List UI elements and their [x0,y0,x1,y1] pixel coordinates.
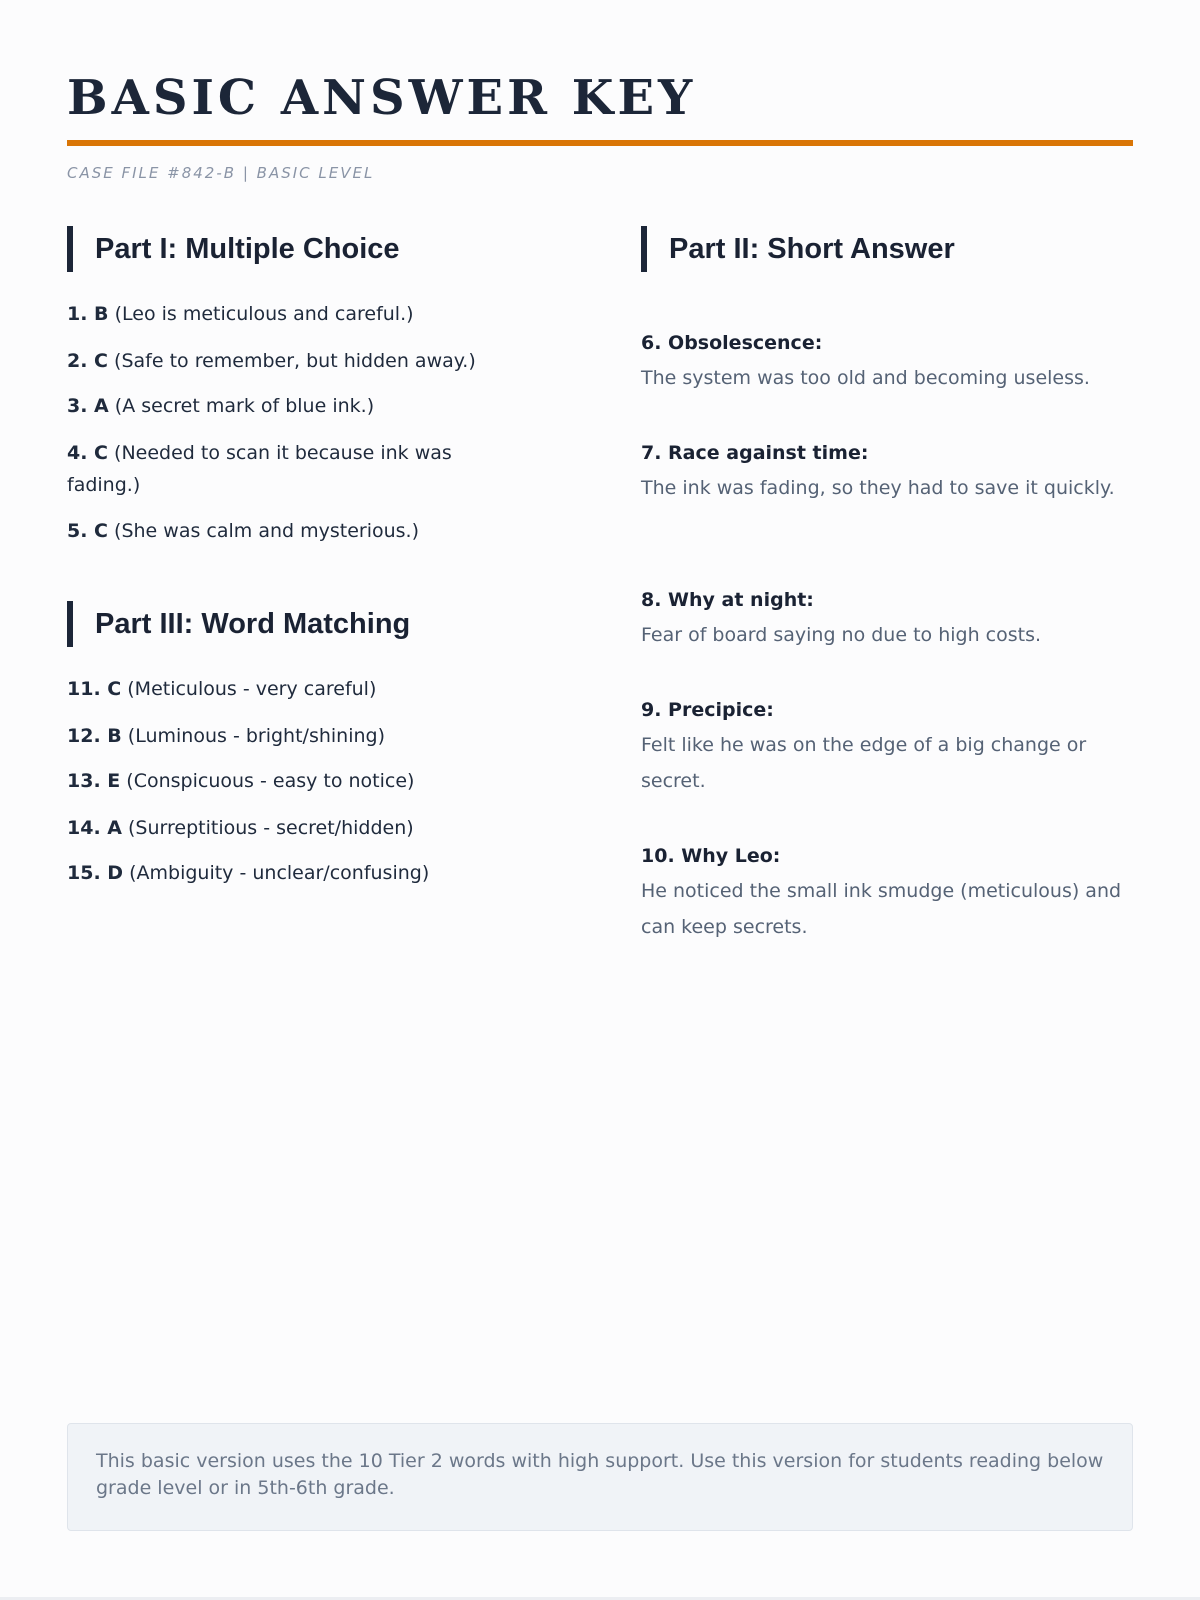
teacher-note: This basic version uses the 10 Tier 2 words with high support. Use this version for students reading below grade level or in 5th-6th grade. [67,1423,1133,1531]
short-answer-6: The system was too old and becoming useless. [641,367,1090,389]
answer-explanation: (Surreptitious - secret/hidden) [121,817,414,839]
answer-explanation: (Conspicuous - easy to notice) [120,770,415,792]
answer-number: 3. A [67,395,109,417]
mc-answer-3 [67,390,507,422]
answer-number: 4. C [67,442,108,464]
mc-answer-4 [67,437,507,501]
short-answer-label-7: 7. Race against time: [641,442,869,464]
mc-answer-1 [67,298,507,330]
part3-heading: Part III: Word Matching [67,601,410,647]
short-answer-label-8: 8. Why at night: [641,589,814,611]
answer-explanation: (Leo is meticulous and careful.) [108,303,414,325]
mc-answer-5 [67,515,507,547]
matching-answer-12 [67,720,507,752]
answer-explanation: (Safe to remember, but hidden away.) [108,350,476,372]
mc-answer-2 [67,345,507,377]
matching-answer-11 [67,673,507,705]
answer-number: 12. B [67,725,122,747]
page-title: BASIC ANSWER KEY [67,70,697,126]
answer-number: 11. C [67,678,122,700]
answer-number: 14. A [67,817,122,839]
short-answer-10: He noticed the small ink smudge (meticulous) and can keep secrets. [641,880,1122,938]
case-file-subtitle: CASE FILE #842-B | BASIC LEVEL [67,164,375,182]
matching-answer-13 [67,765,507,797]
answer-number: 1. B [67,303,109,325]
part2-heading: Part II: Short Answer [641,226,955,272]
answer-number: 15. D [67,862,124,884]
short-answer-9: Felt like he was on the edge of a big change or secret. [641,734,1087,792]
answer-number: 2. C [67,350,108,372]
answer-explanation: (Meticulous - very careful) [121,678,377,700]
answer-explanation: (Needed to scan it because ink was fading.) [67,442,452,496]
matching-answer-14 [67,812,507,844]
part1-heading: Part I: Multiple Choice [67,226,400,272]
answer-explanation: (She was calm and mysterious.) [108,520,420,542]
answer-number: 5. C [67,520,108,542]
answer-explanation: (A secret mark of blue ink.) [108,395,375,417]
short-answer-8: Fear of board saying no due to high costs. [641,624,1042,646]
answer-explanation: (Luminous - bright/shining) [121,725,386,747]
matching-answer-15 [67,857,507,889]
answer-explanation: (Ambiguity - unclear/confusing) [123,862,430,884]
short-answer-label-10: 10. Why Leo: [641,845,781,867]
short-answer-label-6: 6. Obsolescence: [641,332,823,354]
answer-key-page [67,0,1133,1600]
short-answer-label-9: 9. Precipice: [641,699,774,721]
title-divider [67,140,1133,146]
answer-number: 13. E [67,770,121,792]
short-answer-7: The ink was fading, so they had to save it quickly. [641,477,1115,499]
